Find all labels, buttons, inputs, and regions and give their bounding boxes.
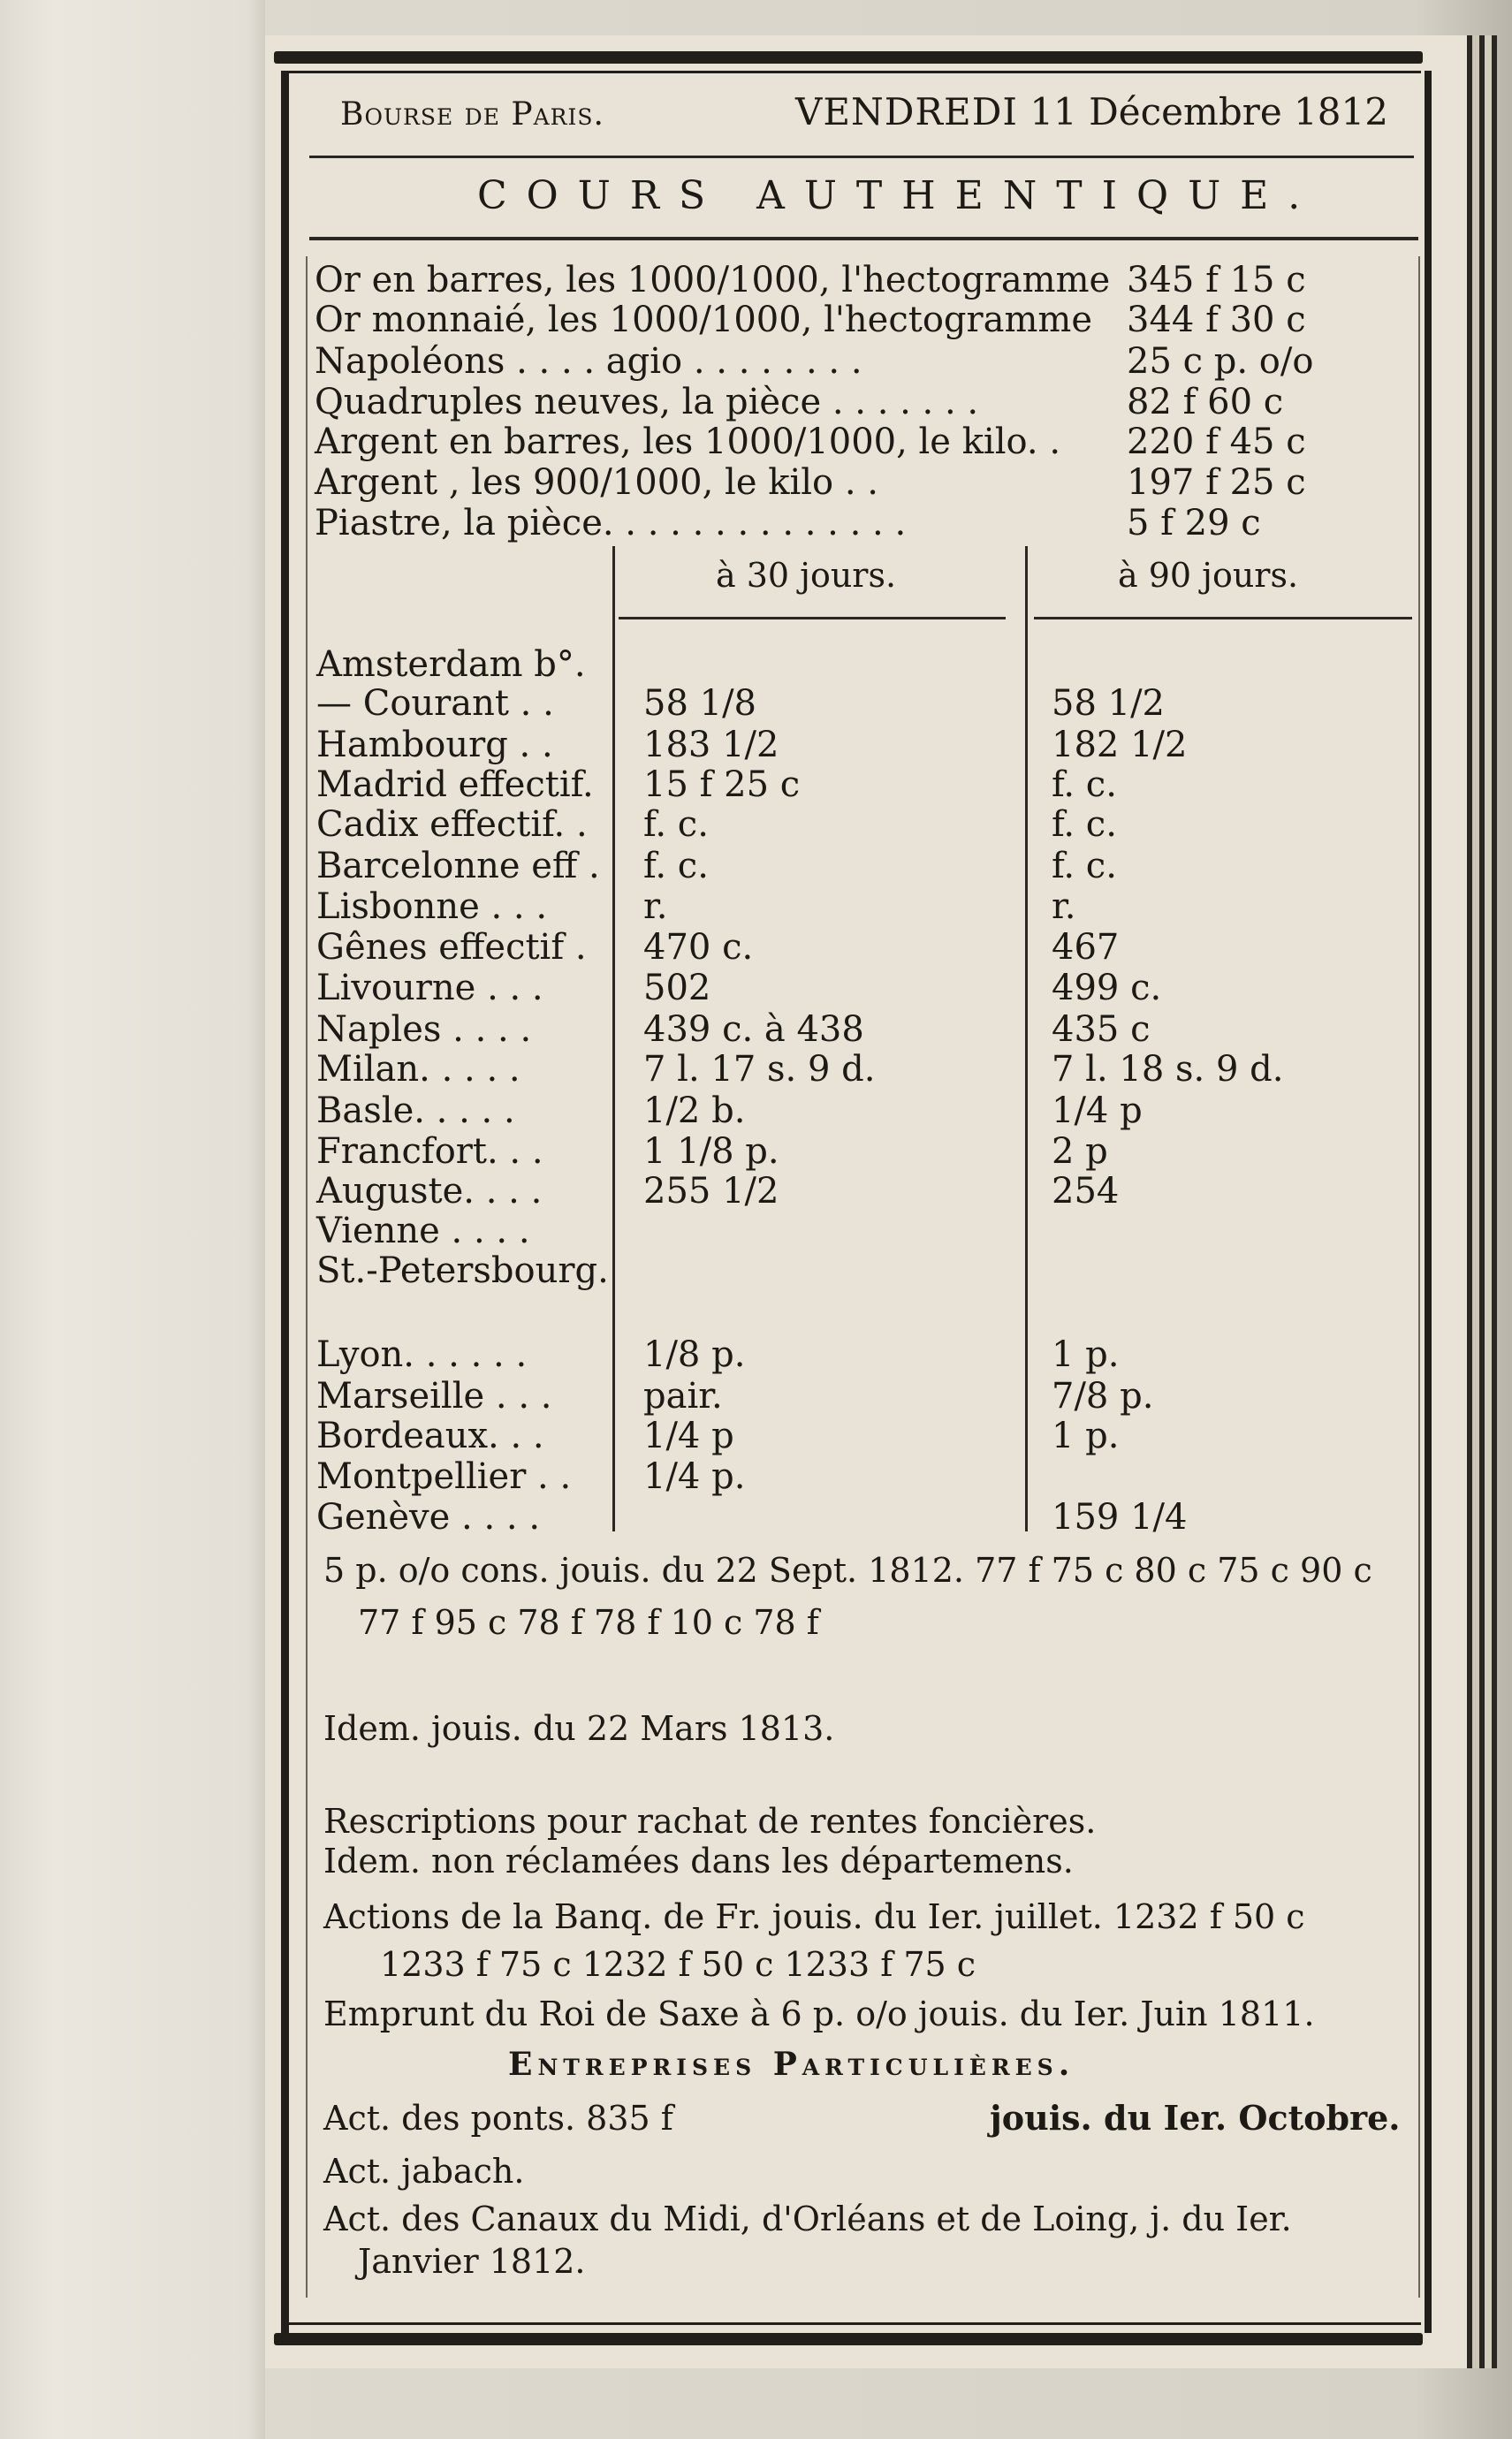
emprunt-saxe: Emprunt du Roi de Saxe à 6 p. o/o jouis. du Ier. Juin 1811. [323, 1995, 1315, 2033]
col-90-header: à 90 jours. [1118, 556, 1299, 595]
frame-left-border [281, 71, 289, 2333]
rate-90-days: 2 p [1052, 1131, 1108, 1172]
rescriptions: Rescriptions pour rachat de rentes foncières. [323, 1802, 1097, 1841]
table-divider-left [612, 546, 615, 1531]
rate-90-days: f. c. [1052, 846, 1117, 886]
date: 11 Décembre 1812 [1030, 90, 1388, 133]
exchange-city: Auguste. . . . [316, 1171, 543, 1212]
rate-30-days: 502 [643, 968, 711, 1008]
exchange-city: Cadix effectif. . [316, 804, 588, 845]
metal-rate-label: Napoléons . . . . agio . . . . . . . . [315, 341, 862, 382]
exchange-city: Lyon. . . . . . [316, 1334, 528, 1375]
metal-rate-value: 220 f 45 c [1127, 422, 1306, 462]
exchange-city: Gênes effectif . [316, 927, 587, 968]
rate-30-days: 58 1/8 [643, 683, 756, 724]
rate-30-days: 1/4 p. [643, 1456, 746, 1497]
metal-rate-label: Argent , les 900/1000, le kilo . . [315, 462, 878, 503]
act-canaux-2: Janvier 1812. [358, 2242, 586, 2281]
rate-90-days: 467 [1052, 927, 1120, 968]
exchange-city: Hambourg . . [316, 725, 553, 765]
exchange-city: Bordeaux. . . [316, 1416, 544, 1456]
rate-30-days: 1 1/8 p. [643, 1131, 779, 1172]
act-jabach: Act. jabach. [323, 2152, 525, 2191]
rate-30-days: 1/2 b. [643, 1090, 746, 1131]
exchange-city: Amsterdam b°. [316, 644, 586, 685]
exchange-city: — Courant . . [316, 683, 554, 724]
exchange-city: Francfort. . . [316, 1131, 543, 1172]
rentes-line-1: 5 p. o/o cons. jouis. du 22 Sept. 1812. 77 f 75 c 80 c 75 c 90 c [323, 1551, 1372, 1590]
frame-right-border [1425, 71, 1432, 2333]
rate-30-days: 15 f 25 c [643, 764, 801, 805]
metal-rate-value: 344 f 30 c [1127, 300, 1306, 340]
rate-30-days: 1/4 p [643, 1416, 734, 1456]
idem-jouis: Idem. jouis. du 22 Mars 1813. [323, 1709, 835, 1748]
inner-left-margin-line [306, 256, 308, 2298]
exchange-city: Genève . . . . [316, 1497, 541, 1538]
exchange-city: Livourne . . . [316, 968, 543, 1008]
col90-rule [1034, 617, 1412, 619]
idem-non-reclamees: Idem. non réclamées dans les départemens. [323, 1842, 1074, 1881]
table-divider-right [1025, 546, 1028, 1531]
date-line [795, 90, 1388, 133]
rate-30-days: f. c. [643, 846, 709, 886]
exchange-city: St.-Petersbourg. [316, 1250, 609, 1291]
rate-30-days: 1/8 p. [643, 1334, 746, 1375]
rate-90-days: 159 1/4 [1052, 1497, 1188, 1538]
metal-rate-value: 5 f 29 c [1127, 503, 1261, 543]
rate-30-days: 183 1/2 [643, 725, 779, 765]
act-ponts-jouis: jouis. du Ier. Octobre. [990, 2098, 1401, 2138]
exchange-city: Madrid effectif. [316, 764, 594, 805]
actions-banque-2: 1233 f 75 c 1232 f 50 c 1233 f 75 c [380, 1945, 976, 1984]
frame-bottom-border [274, 2333, 1423, 2345]
rate-30-days: pair. [643, 1376, 723, 1417]
exchange-city: Vienne . . . . [316, 1211, 530, 1251]
page-title: COURS AUTHENTIQUE. [477, 173, 1320, 218]
rate-30-days: r. [643, 886, 668, 927]
act-ponts: Act. des ponts. 835 f [323, 2099, 673, 2138]
rate-30-days: 7 l. 17 s. 9 d. [643, 1049, 876, 1090]
col30-rule [619, 617, 1006, 619]
inner-right-margin-line [1418, 256, 1420, 2298]
rate-30-days: f. c. [643, 804, 709, 845]
rate-90-days: 182 1/2 [1052, 725, 1188, 765]
rate-90-days: 1/4 p [1052, 1090, 1143, 1131]
rate-90-days: f. c. [1052, 764, 1117, 805]
exchange-city: Lisbonne . . . [316, 886, 548, 927]
title-rule [309, 237, 1418, 240]
rate-30-days: 439 c. à 438 [643, 1009, 864, 1050]
entreprises-title: Entreprises Particulières. [508, 2046, 1075, 2083]
weekday: VENDREDI [795, 90, 1018, 133]
metal-rate-label: Or en barres, les 1000/1000, l'hectogramme [315, 260, 1111, 300]
rate-90-days: 58 1/2 [1052, 683, 1165, 724]
metal-rate-value: 25 c p. o/o [1127, 341, 1314, 382]
metal-rate-value: 345 f 15 c [1127, 260, 1306, 300]
exchange-city: Montpellier . . [316, 1456, 572, 1497]
exchange-city: Milan. . . . . [316, 1049, 520, 1090]
rate-90-days: f. c. [1052, 804, 1117, 845]
metal-rate-value: 82 f 60 c [1127, 382, 1284, 422]
frame-top-rule [281, 71, 1421, 73]
metal-rate-value: 197 f 25 c [1127, 462, 1306, 503]
rate-30-days: 470 c. [643, 927, 754, 968]
frame-bottom-rule [281, 2322, 1421, 2325]
rate-90-days: 1 p. [1052, 1416, 1120, 1456]
rate-90-days: r. [1052, 886, 1076, 927]
rate-90-days: 435 c [1052, 1009, 1151, 1050]
rate-90-days: 7 l. 18 s. 9 d. [1052, 1049, 1284, 1090]
act-canaux-1: Act. des Canaux du Midi, d'Orléans et de Loing, j. du Ier. [323, 2200, 1292, 2238]
rate-90-days: 254 [1052, 1171, 1120, 1212]
rentes-line-2: 77 f 95 c 78 f 78 f 10 c 78 f [358, 1603, 819, 1642]
rate-30-days: 255 1/2 [643, 1171, 779, 1212]
header-rule [309, 156, 1414, 158]
exchange-city: Marseille . . . [316, 1376, 552, 1417]
metal-rate-label: Quadruples neuves, la pièce . . . . . . . [315, 382, 979, 422]
col-30-header: à 30 jours. [716, 556, 897, 595]
adjacent-page-strip [0, 0, 265, 2439]
exchange-city: Basle. . . . . [316, 1090, 515, 1131]
metal-rate-label: Argent en barres, les 1000/1000, le kilo. . [315, 422, 1061, 462]
metal-rate-label: Piastre, la pièce. . . . . . . . . . . . . . [315, 503, 907, 543]
frame-top-border [274, 51, 1423, 64]
exchange-name: Bourse de Paris. [340, 96, 604, 133]
metal-rate-label: Or monnaié, les 1000/1000, l'hectogramme [315, 300, 1092, 340]
exchange-city: Barcelonne eff . [316, 846, 600, 886]
exchange-city: Naples . . . . [316, 1009, 532, 1050]
rate-90-days: 7/8 p. [1052, 1376, 1154, 1417]
rate-90-days: 499 c. [1052, 968, 1162, 1008]
actions-banque-1: Actions de la Banq. de Fr. jouis. du Ier. juillet. 1232 f 50 c [323, 1897, 1305, 1936]
rate-90-days: 1 p. [1052, 1334, 1120, 1375]
